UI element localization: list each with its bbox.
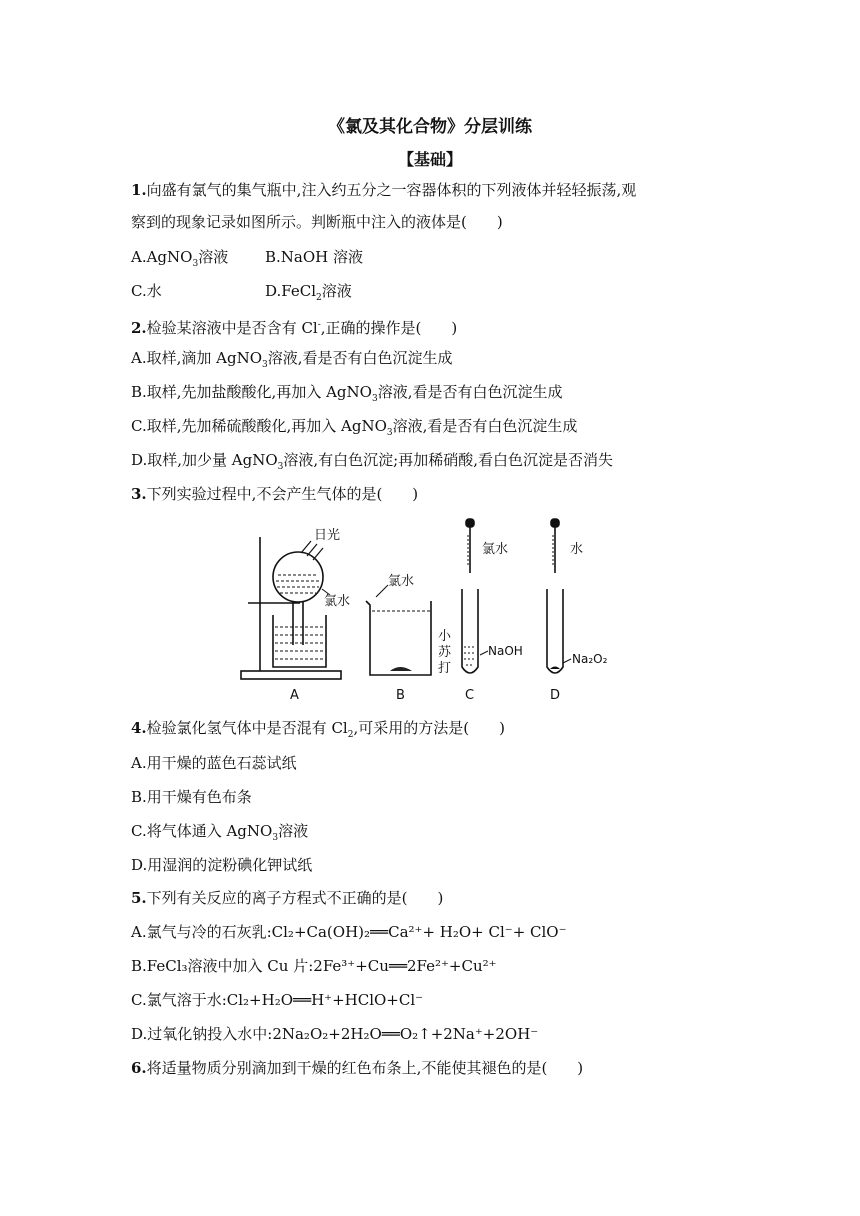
option-b: B.NaOH 溶液 bbox=[265, 248, 364, 266]
question-2-stem: 2.检验某溶液中是否含有 Cl-,正确的操作是( ) bbox=[131, 319, 458, 337]
question-number: 1. bbox=[131, 181, 147, 199]
water-label: 水 bbox=[570, 542, 584, 557]
chlorine-water-label-b: 氯水 bbox=[388, 574, 415, 589]
baking-soda-label-2: 苏 bbox=[438, 645, 452, 660]
question-2-option-a: A.取样,滴加 AgNO$_3$溶液,看是否有白色沉淀生成 bbox=[131, 349, 453, 370]
option-a: A.AgNO$_3$溶液 bbox=[131, 248, 229, 269]
question-2-option-c: C.取样,先加稀硫酸酸化,再加入 AgNO$_3$溶液,看是否有白色沉淀生成 bbox=[131, 417, 578, 438]
apparatus-b bbox=[366, 585, 431, 675]
option-c: C.水 bbox=[131, 282, 162, 300]
question-5-option-a: A.氯气与冷的石灰乳:Cl₂+Ca(OH)₂══Ca²⁺+ H₂O+ Cl⁻+ ClO⁻ bbox=[131, 923, 567, 941]
option-d: D.FeCl$_2$溶液 bbox=[265, 282, 352, 303]
question-4-option-b: B.用干燥有色布条 bbox=[131, 788, 252, 806]
question-4-stem: 4.检验氯化氢气体中是否混有 $Cl_2$,可采用的方法是( ) bbox=[131, 719, 505, 740]
apparatus-d bbox=[547, 519, 571, 673]
question-5-option-d: D.过氧化钠投入水中:2Na₂O₂+2H₂O══O₂↑+2Na⁺+2OH⁻ bbox=[131, 1025, 539, 1043]
page-title: 《氯及其化合物》分层训练 bbox=[328, 117, 532, 137]
question-4-option-a: A.用干燥的蓝色石蕊试纸 bbox=[131, 754, 297, 772]
label-b: B bbox=[396, 688, 405, 703]
label-a: A bbox=[290, 688, 299, 703]
question-number: 2. bbox=[131, 319, 147, 337]
sunlight-label: 日光 bbox=[314, 528, 341, 543]
baking-soda-label-3: 打 bbox=[438, 661, 452, 676]
chlorine-water-label-c: 氯水 bbox=[482, 542, 509, 557]
question-5-stem: 5.下列有关反应的离子方程式不正确的是( ) bbox=[131, 889, 444, 907]
question-1-options-cd bbox=[131, 281, 352, 308]
experiment-figure bbox=[238, 515, 608, 705]
question-2-option-b: B.取样,先加盐酸酸化,再加入 AgNO$_3$溶液,看是否有白色沉淀生成 bbox=[131, 383, 563, 404]
question-text: 向盛有氯气的集气瓶中,注入约五分之一容器体积的下列液体并轻轻振荡,观 bbox=[146, 181, 637, 199]
naoh-label: NaOH bbox=[488, 644, 523, 658]
question-1-line-1 bbox=[131, 180, 636, 200]
question-1-line-2: 察到的现象记录如图所示。判断瓶中注入的液体是( ) bbox=[131, 213, 503, 231]
label-d: D bbox=[550, 688, 561, 703]
question-number: 6. bbox=[131, 1059, 147, 1077]
question-6-stem: 6.将适量物质分别滴加到干燥的红色布条上,不能使其褪色的是( ) bbox=[131, 1059, 584, 1077]
question-1-options-ab bbox=[131, 247, 363, 274]
label-c: C bbox=[465, 688, 475, 703]
question-number: 5. bbox=[131, 889, 147, 907]
question-2-option-d: D.取样,加少量 AgNO$_3$溶液,有白色沉淀;再加稀硝酸,看白色沉淀是否消失 bbox=[131, 451, 613, 472]
question-number: 4. bbox=[131, 719, 147, 737]
section-heading: 【基础】 bbox=[397, 150, 462, 169]
question-5-option-c: C.氯气溶于水:Cl₂+H₂O══H⁺+HClO+Cl⁻ bbox=[131, 991, 424, 1009]
question-3-stem: 3.下列实验过程中,不会产生气体的是( ) bbox=[131, 485, 419, 503]
na2o2-label: Na₂O₂ bbox=[572, 652, 608, 666]
question-4-option-d: D.用湿润的淀粉碘化钾试纸 bbox=[131, 856, 313, 874]
chlorine-water-label-a: 氯水 bbox=[324, 594, 351, 609]
question-number: 3. bbox=[131, 485, 147, 503]
baking-soda-label-1: 小 bbox=[438, 629, 452, 644]
question-5-option-b: B.FeCl₃溶液中加入 Cu 片:2Fe³⁺+Cu══2Fe²⁺+Cu²⁺ bbox=[131, 957, 497, 975]
question-4-option-c: C.将气体通入 AgNO$_3$溶液 bbox=[131, 822, 309, 843]
